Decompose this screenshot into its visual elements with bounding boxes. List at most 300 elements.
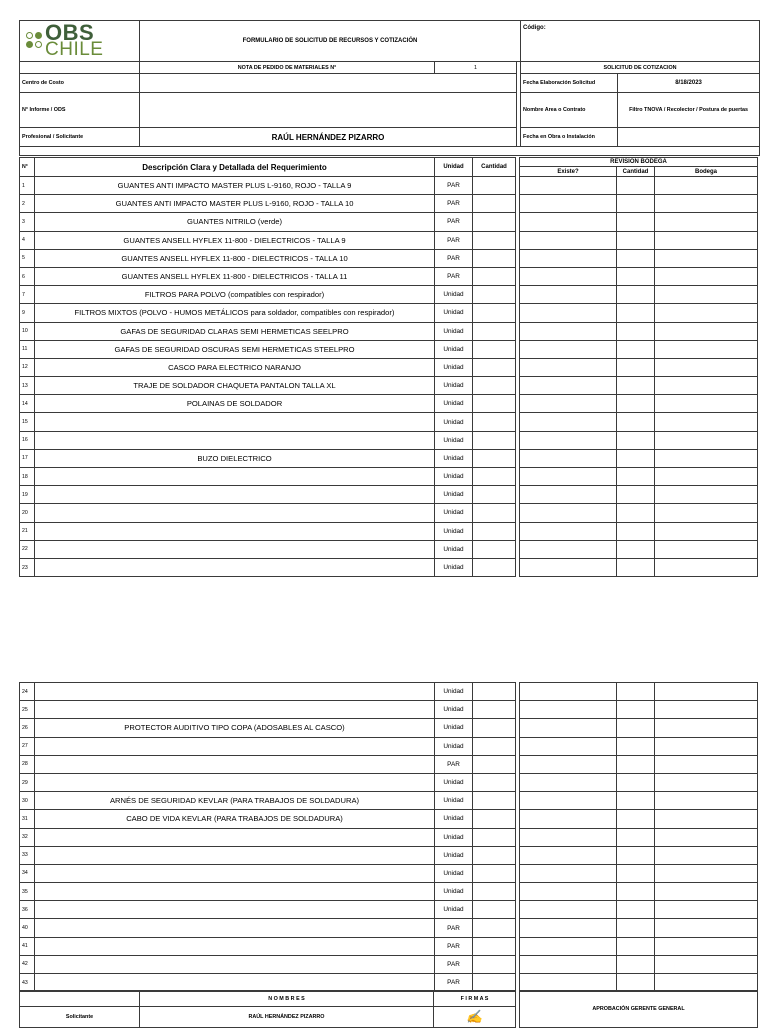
revision-bodega-cell[interactable] <box>655 773 758 791</box>
item-row <box>20 413 516 431</box>
item-quantity[interactable] <box>473 449 516 467</box>
item-unit[interactable]: PAR <box>435 919 473 937</box>
revision-cantidad-cell[interactable] <box>617 701 655 719</box>
item-description[interactable] <box>35 558 435 576</box>
revision-existe-cell[interactable] <box>520 974 617 992</box>
item-description[interactable] <box>35 846 435 864</box>
revision-bodega-cell[interactable] <box>655 719 758 737</box>
revision-bodega-cell[interactable] <box>655 468 758 486</box>
fecha-obra-value[interactable] <box>618 128 760 147</box>
revision-bodega-cell[interactable] <box>655 304 758 322</box>
item-unit[interactable]: Unidad <box>435 846 473 864</box>
item-quantity[interactable] <box>473 701 516 719</box>
revision-cantidad-cell[interactable] <box>617 377 655 395</box>
revision-cantidad-cell[interactable] <box>617 395 655 413</box>
revision-bodega-cell[interactable] <box>655 955 758 973</box>
item-row <box>20 213 516 231</box>
item-quantity[interactable] <box>473 810 516 828</box>
nota-pedido-value: 1 <box>435 62 517 74</box>
item-quantity[interactable] <box>473 322 516 340</box>
item-unit[interactable]: PAR <box>435 249 473 267</box>
item-number: 9 <box>20 304 35 322</box>
revision-cantidad-cell[interactable] <box>617 558 655 576</box>
revision-existe-cell[interactable] <box>520 195 617 213</box>
item-unit[interactable]: Unidad <box>435 468 473 486</box>
item-quantity[interactable] <box>473 737 516 755</box>
revision-bodega-cell[interactable] <box>655 395 758 413</box>
item-description[interactable]: FILTROS PARA POLVO (compatibles con respirador) <box>35 286 435 304</box>
revision-existe-cell[interactable] <box>520 358 617 376</box>
item-number: 21 <box>20 522 35 540</box>
item-unit[interactable]: PAR <box>435 974 473 992</box>
revision-cantidad-cell[interactable] <box>617 937 655 955</box>
item-row <box>20 901 516 919</box>
item-description[interactable] <box>35 431 435 449</box>
revision-existe-cell[interactable] <box>520 937 617 955</box>
item-number: 11 <box>20 340 35 358</box>
item-unit[interactable]: Unidad <box>435 558 473 576</box>
revision-cantidad-cell[interactable] <box>617 540 655 558</box>
revision-bodega-cell[interactable] <box>655 937 758 955</box>
revision-existe-cell[interactable] <box>520 449 617 467</box>
item-unit[interactable]: Unidad <box>435 340 473 358</box>
revision-existe-cell[interactable] <box>520 864 617 882</box>
item-quantity[interactable] <box>473 431 516 449</box>
item-row <box>20 195 516 213</box>
revision-bodega-cell[interactable] <box>655 213 758 231</box>
item-unit[interactable]: Unidad <box>435 792 473 810</box>
item-quantity[interactable] <box>473 468 516 486</box>
revision-existe-cell[interactable] <box>520 377 617 395</box>
revision-cantidad-cell[interactable] <box>617 810 655 828</box>
item-unit[interactable]: Unidad <box>435 413 473 431</box>
revision-cantidad-cell[interactable] <box>617 683 655 701</box>
item-description[interactable]: GUANTES ANSELL HYFLEX 11-800 - DIELECTRICOS - TALLA 11 <box>35 267 435 285</box>
item-unit[interactable]: Unidad <box>435 773 473 791</box>
item-number: 2 <box>20 195 35 213</box>
item-unit[interactable]: Unidad <box>435 358 473 376</box>
revision-existe-cell[interactable] <box>520 395 617 413</box>
item-description[interactable]: GUANTES ANSELL HYFLEX 11-800 - DIELECTRICOS - TALLA 10 <box>35 249 435 267</box>
revision-cantidad-cell[interactable] <box>617 468 655 486</box>
revision-existe-cell[interactable] <box>520 486 617 504</box>
revision-cantidad-cell[interactable] <box>617 522 655 540</box>
item-quantity[interactable] <box>473 304 516 322</box>
revision-existe-cell[interactable] <box>520 901 617 919</box>
item-unit[interactable]: PAR <box>435 213 473 231</box>
revision-existe-cell[interactable] <box>520 792 617 810</box>
item-quantity[interactable] <box>473 231 516 249</box>
revision-bodega-cell[interactable] <box>655 901 758 919</box>
item-description[interactable] <box>35 486 435 504</box>
item-quantity[interactable] <box>473 828 516 846</box>
revision-bodega-cell[interactable] <box>655 177 758 195</box>
item-description[interactable]: GUANTES ANTI IMPACTO MASTER PLUS L-9160, ROJO - TALLA 10 <box>35 195 435 213</box>
revision-existe-cell[interactable] <box>520 431 617 449</box>
item-description[interactable]: CASCO PARA ELECTRICO NARANJO <box>35 358 435 376</box>
item-unit[interactable]: Unidad <box>435 864 473 882</box>
revision-cantidad-cell[interactable] <box>617 828 655 846</box>
revision-cantidad-cell[interactable] <box>617 413 655 431</box>
item-unit[interactable]: Unidad <box>435 377 473 395</box>
item-description[interactable] <box>35 701 435 719</box>
revision-existe-cell[interactable] <box>520 683 617 701</box>
revision-bodega-cell[interactable] <box>655 358 758 376</box>
item-quantity[interactable] <box>473 846 516 864</box>
revision-bodega-cell[interactable] <box>655 701 758 719</box>
item-row <box>20 377 516 395</box>
item-number: 18 <box>20 468 35 486</box>
revision-existe-cell[interactable] <box>520 267 617 285</box>
item-quantity[interactable] <box>473 540 516 558</box>
nota-pedido-label: NOTA DE PEDIDO DE MATERIALES N° <box>140 62 435 74</box>
profesional-value[interactable]: RAÚL HERNÁNDEZ PIZARRO <box>140 128 517 147</box>
item-quantity[interactable] <box>473 901 516 919</box>
item-unit[interactable]: Unidad <box>435 486 473 504</box>
item-unit[interactable]: PAR <box>435 267 473 285</box>
form-header <box>19 20 760 156</box>
item-description[interactable] <box>35 828 435 846</box>
item-description[interactable] <box>35 683 435 701</box>
item-description[interactable]: BUZO DIELECTRICO <box>35 449 435 467</box>
item-number: 26 <box>20 719 35 737</box>
item-row <box>20 468 516 486</box>
revision-row <box>520 540 758 558</box>
revision-bodega-cell[interactable] <box>655 810 758 828</box>
revision-row <box>520 955 758 973</box>
item-description[interactable]: TRAJE DE SOLDADOR CHAQUETA PANTALON TALLA XL <box>35 377 435 395</box>
item-row <box>20 955 516 973</box>
item-description[interactable] <box>35 901 435 919</box>
revision-bodega-cell[interactable] <box>655 486 758 504</box>
revision-bodega-cell[interactable] <box>655 195 758 213</box>
col-desc-header: Descripción Clara y Detallada del Requerimiento <box>35 158 435 177</box>
revision-existe-cell[interactable] <box>520 810 617 828</box>
item-description[interactable] <box>35 468 435 486</box>
revision-existe-cell[interactable] <box>520 231 617 249</box>
item-number: 35 <box>20 883 35 901</box>
item-number: 20 <box>20 504 35 522</box>
revision-cantidad-cell[interactable] <box>617 322 655 340</box>
item-row <box>20 828 516 846</box>
item-quantity[interactable] <box>473 558 516 576</box>
revision-bodega-cell[interactable] <box>655 267 758 285</box>
item-description[interactable]: POLAINAS DE SOLDADOR <box>35 395 435 413</box>
revision-existe-cell[interactable] <box>520 468 617 486</box>
item-quantity[interactable] <box>473 955 516 973</box>
item-unit[interactable]: Unidad <box>435 719 473 737</box>
solicitante-signature[interactable] <box>434 1007 516 1028</box>
centro-costo-field[interactable] <box>140 74 517 93</box>
item-quantity[interactable] <box>473 195 516 213</box>
revision-existe-cell[interactable] <box>520 413 617 431</box>
revision-row <box>520 358 758 376</box>
item-quantity[interactable] <box>473 937 516 955</box>
item-quantity[interactable] <box>473 974 516 992</box>
item-quantity[interactable] <box>473 267 516 285</box>
item-description[interactable]: GUANTES ANSELL HYFLEX 11-800 - DIELECTRICOS - TALLA 9 <box>35 231 435 249</box>
item-number: 30 <box>20 792 35 810</box>
item-description[interactable] <box>35 737 435 755</box>
item-row <box>20 919 516 937</box>
revision-bodega-cell[interactable] <box>655 249 758 267</box>
item-row <box>20 304 516 322</box>
item-unit[interactable]: Unidad <box>435 540 473 558</box>
item-unit[interactable]: Unidad <box>435 683 473 701</box>
revision-bodega-cell[interactable] <box>655 504 758 522</box>
item-quantity[interactable] <box>473 883 516 901</box>
item-description[interactable] <box>35 755 435 773</box>
revision-bodega-cell[interactable] <box>655 737 758 755</box>
revision-existe-cell[interactable] <box>520 304 617 322</box>
revision-cantidad-cell[interactable] <box>617 195 655 213</box>
item-unit[interactable]: Unidad <box>435 701 473 719</box>
item-row <box>20 504 516 522</box>
revision-row <box>520 486 758 504</box>
revision-existe-cell[interactable] <box>520 213 617 231</box>
revision-cantidad-cell[interactable] <box>617 919 655 937</box>
revision-bodega-cell[interactable] <box>655 340 758 358</box>
item-unit[interactable]: PAR <box>435 231 473 249</box>
revision-cantidad-cell[interactable] <box>617 883 655 901</box>
revision-row <box>520 195 758 213</box>
revision-cantidad-cell[interactable] <box>617 213 655 231</box>
item-row <box>20 558 516 576</box>
revision-bodega-cell[interactable] <box>655 792 758 810</box>
revision-existe-cell[interactable] <box>520 755 617 773</box>
item-unit[interactable]: PAR <box>435 177 473 195</box>
item-quantity[interactable] <box>473 358 516 376</box>
revision-row <box>520 846 758 864</box>
item-quantity[interactable] <box>473 683 516 701</box>
item-quantity[interactable] <box>473 864 516 882</box>
item-unit[interactable]: Unidad <box>435 504 473 522</box>
item-quantity[interactable] <box>473 919 516 937</box>
item-number: 1 <box>20 177 35 195</box>
item-quantity[interactable] <box>473 395 516 413</box>
revision-bodega-cell[interactable] <box>655 431 758 449</box>
item-unit[interactable]: Unidad <box>435 449 473 467</box>
revision-bodega-cell[interactable] <box>655 413 758 431</box>
revision-row <box>520 249 758 267</box>
item-quantity[interactable] <box>473 719 516 737</box>
revision-existe-cell[interactable] <box>520 558 617 576</box>
revision-bodega-cell[interactable] <box>655 974 758 992</box>
item-row <box>20 683 516 701</box>
item-unit[interactable]: PAR <box>435 195 473 213</box>
revision-cantidad-cell[interactable] <box>617 792 655 810</box>
solicitante-label: Solicitante <box>20 1007 140 1028</box>
revision-bodega-cell[interactable] <box>655 322 758 340</box>
revision-existe-cell[interactable] <box>520 737 617 755</box>
revision-existe-cell[interactable] <box>520 504 617 522</box>
item-unit[interactable]: Unidad <box>435 901 473 919</box>
item-description[interactable]: ARNÉS DE SEGURIDAD KEVLAR (PARA TRABAJOS DE SOLDADURA) <box>35 792 435 810</box>
revision-existe-cell[interactable] <box>520 955 617 973</box>
revision-row <box>520 974 758 992</box>
revision-bodega-cell[interactable] <box>655 231 758 249</box>
item-quantity[interactable] <box>473 522 516 540</box>
revision-cantidad-cell[interactable] <box>617 955 655 973</box>
item-description[interactable]: GAFAS DE SEGURIDAD CLARAS SEMI HERMETICAS SEELPRO <box>35 322 435 340</box>
revision-bodega-cell[interactable] <box>655 755 758 773</box>
revision-existe-cell[interactable] <box>520 286 617 304</box>
item-quantity[interactable] <box>473 286 516 304</box>
item-description[interactable]: GAFAS DE SEGURIDAD OSCURAS SEMI HERMETICAS STEELPRO <box>35 340 435 358</box>
item-quantity[interactable] <box>473 755 516 773</box>
revision-bodega-table-page1 <box>519 157 758 577</box>
item-quantity[interactable] <box>473 177 516 195</box>
revision-existe-cell[interactable] <box>520 846 617 864</box>
revision-existe-cell[interactable] <box>520 540 617 558</box>
revision-cantidad-cell[interactable] <box>617 737 655 755</box>
item-number: 10 <box>20 322 35 340</box>
revision-bodega-cell[interactable] <box>655 919 758 937</box>
fecha-elaboracion-value[interactable]: 8/18/2023 <box>618 74 760 93</box>
item-description[interactable]: GUANTES NITRILO (verde) <box>35 213 435 231</box>
revision-cantidad-cell[interactable] <box>617 431 655 449</box>
revision-bodega-cell[interactable] <box>655 683 758 701</box>
revision-cantidad-cell[interactable] <box>617 901 655 919</box>
revision-bodega-cell[interactable] <box>655 377 758 395</box>
item-unit[interactable]: PAR <box>435 937 473 955</box>
item-unit[interactable]: Unidad <box>435 883 473 901</box>
nombres-label: N O M B R E S <box>140 991 434 1007</box>
item-number: 23 <box>20 558 35 576</box>
revision-cantidad-cell[interactable] <box>617 864 655 882</box>
revision-cantidad-cell[interactable] <box>617 231 655 249</box>
items-table-page2 <box>19 682 516 992</box>
revision-existe-cell[interactable] <box>520 719 617 737</box>
item-unit[interactable]: Unidad <box>435 810 473 828</box>
item-row <box>20 340 516 358</box>
revision-cantidad-cell[interactable] <box>617 719 655 737</box>
revision-bodega-cell[interactable] <box>655 286 758 304</box>
revision-cantidad-cell[interactable] <box>617 846 655 864</box>
revision-bodega-cell[interactable] <box>655 449 758 467</box>
item-description[interactable]: GUANTES ANTI IMPACTO MASTER PLUS L-9160, ROJO - TALLA 9 <box>35 177 435 195</box>
item-description[interactable] <box>35 864 435 882</box>
item-quantity[interactable] <box>473 504 516 522</box>
revision-cantidad-cell[interactable] <box>617 486 655 504</box>
item-unit[interactable]: Unidad <box>435 737 473 755</box>
item-quantity[interactable] <box>473 377 516 395</box>
revision-bodega-cell[interactable] <box>655 558 758 576</box>
item-description[interactable]: PROTECTOR AUDITIVO TIPO COPA (ADOSABLES AL CASCO) <box>35 719 435 737</box>
revision-existe-cell[interactable] <box>520 249 617 267</box>
item-description[interactable] <box>35 883 435 901</box>
item-description[interactable]: FILTROS MIXTOS (POLVO - HUMOS METÁLICOS para soldador, compatibles con respirador) <box>35 304 435 322</box>
nombre-area-value[interactable]: Filtro TNOVA / Recolector / Postura de puertas <box>618 93 760 128</box>
revision-bodega-cell[interactable] <box>655 522 758 540</box>
item-description[interactable] <box>35 955 435 973</box>
revision-existe-cell[interactable] <box>520 340 617 358</box>
firmas-label: F I R M A S <box>434 991 516 1007</box>
informe-ods-field[interactable] <box>140 93 517 128</box>
item-quantity[interactable] <box>473 792 516 810</box>
revision-cantidad-cell[interactable] <box>617 358 655 376</box>
revision-cantidad-cell[interactable] <box>617 340 655 358</box>
revision-cantidad-cell[interactable] <box>617 773 655 791</box>
item-unit[interactable]: Unidad <box>435 304 473 322</box>
revision-row <box>520 286 758 304</box>
revision-cantidad-cell[interactable] <box>617 177 655 195</box>
revision-bodega-cell[interactable] <box>655 540 758 558</box>
revision-existe-cell[interactable] <box>520 177 617 195</box>
item-number: 34 <box>20 864 35 882</box>
revision-cantidad-cell[interactable] <box>617 449 655 467</box>
revision-cantidad-cell[interactable] <box>617 304 655 322</box>
item-description[interactable]: CABO DE VIDA KEVLAR (PARA TRABAJOS DE SOLDADURA) <box>35 810 435 828</box>
revision-existe-cell[interactable] <box>520 828 617 846</box>
item-row <box>20 522 516 540</box>
item-unit[interactable]: Unidad <box>435 431 473 449</box>
item-description[interactable] <box>35 919 435 937</box>
revision-existe-cell[interactable] <box>520 701 617 719</box>
item-unit[interactable]: Unidad <box>435 522 473 540</box>
item-unit[interactable]: Unidad <box>435 828 473 846</box>
item-unit[interactable]: PAR <box>435 755 473 773</box>
revision-row <box>520 322 758 340</box>
item-quantity[interactable] <box>473 413 516 431</box>
item-unit[interactable]: PAR <box>435 955 473 973</box>
revision-row <box>520 683 758 701</box>
item-description[interactable] <box>35 413 435 431</box>
item-unit[interactable]: Unidad <box>435 395 473 413</box>
item-row <box>20 431 516 449</box>
revision-row <box>520 901 758 919</box>
revision-row <box>520 919 758 937</box>
item-description[interactable] <box>35 522 435 540</box>
item-description[interactable] <box>35 540 435 558</box>
revision-cantidad-cell[interactable] <box>617 974 655 992</box>
item-unit[interactable]: Unidad <box>435 322 473 340</box>
item-unit[interactable]: Unidad <box>435 286 473 304</box>
revision-existe-cell[interactable] <box>520 773 617 791</box>
item-description[interactable] <box>35 773 435 791</box>
revision-bodega-cell[interactable] <box>655 864 758 882</box>
revision-existe-cell[interactable] <box>520 883 617 901</box>
item-quantity[interactable] <box>473 340 516 358</box>
item-description[interactable] <box>35 937 435 955</box>
revision-bodega-cell[interactable] <box>655 883 758 901</box>
item-quantity[interactable] <box>473 773 516 791</box>
revision-existe-cell[interactable] <box>520 919 617 937</box>
item-number: 43 <box>20 974 35 992</box>
item-quantity[interactable] <box>473 213 516 231</box>
col-cantidad-header: Cantidad <box>617 167 655 177</box>
form-title: FORMULARIO DE SOLICITUD DE RECURSOS Y COTIZACIÓN <box>140 21 521 62</box>
item-description[interactable] <box>35 974 435 992</box>
revision-cantidad-cell[interactable] <box>617 249 655 267</box>
revision-cantidad-cell[interactable] <box>617 755 655 773</box>
revision-row <box>520 231 758 249</box>
item-description[interactable] <box>35 504 435 522</box>
item-number: 5 <box>20 249 35 267</box>
item-quantity[interactable] <box>473 249 516 267</box>
revision-bodega-cell[interactable] <box>655 828 758 846</box>
revision-existe-cell[interactable] <box>520 522 617 540</box>
revision-existe-cell[interactable] <box>520 322 617 340</box>
revision-bodega-cell[interactable] <box>655 846 758 864</box>
revision-cantidad-cell[interactable] <box>617 286 655 304</box>
revision-cantidad-cell[interactable] <box>617 504 655 522</box>
solicitud-cotizacion-label: SOLICITUD DE COTIZACION <box>521 62 760 74</box>
solicitante-name: RAÚL HERNÁNDEZ PIZARRO <box>140 1007 434 1028</box>
revision-cantidad-cell[interactable] <box>617 267 655 285</box>
item-quantity[interactable] <box>473 486 516 504</box>
item-number: 25 <box>20 701 35 719</box>
